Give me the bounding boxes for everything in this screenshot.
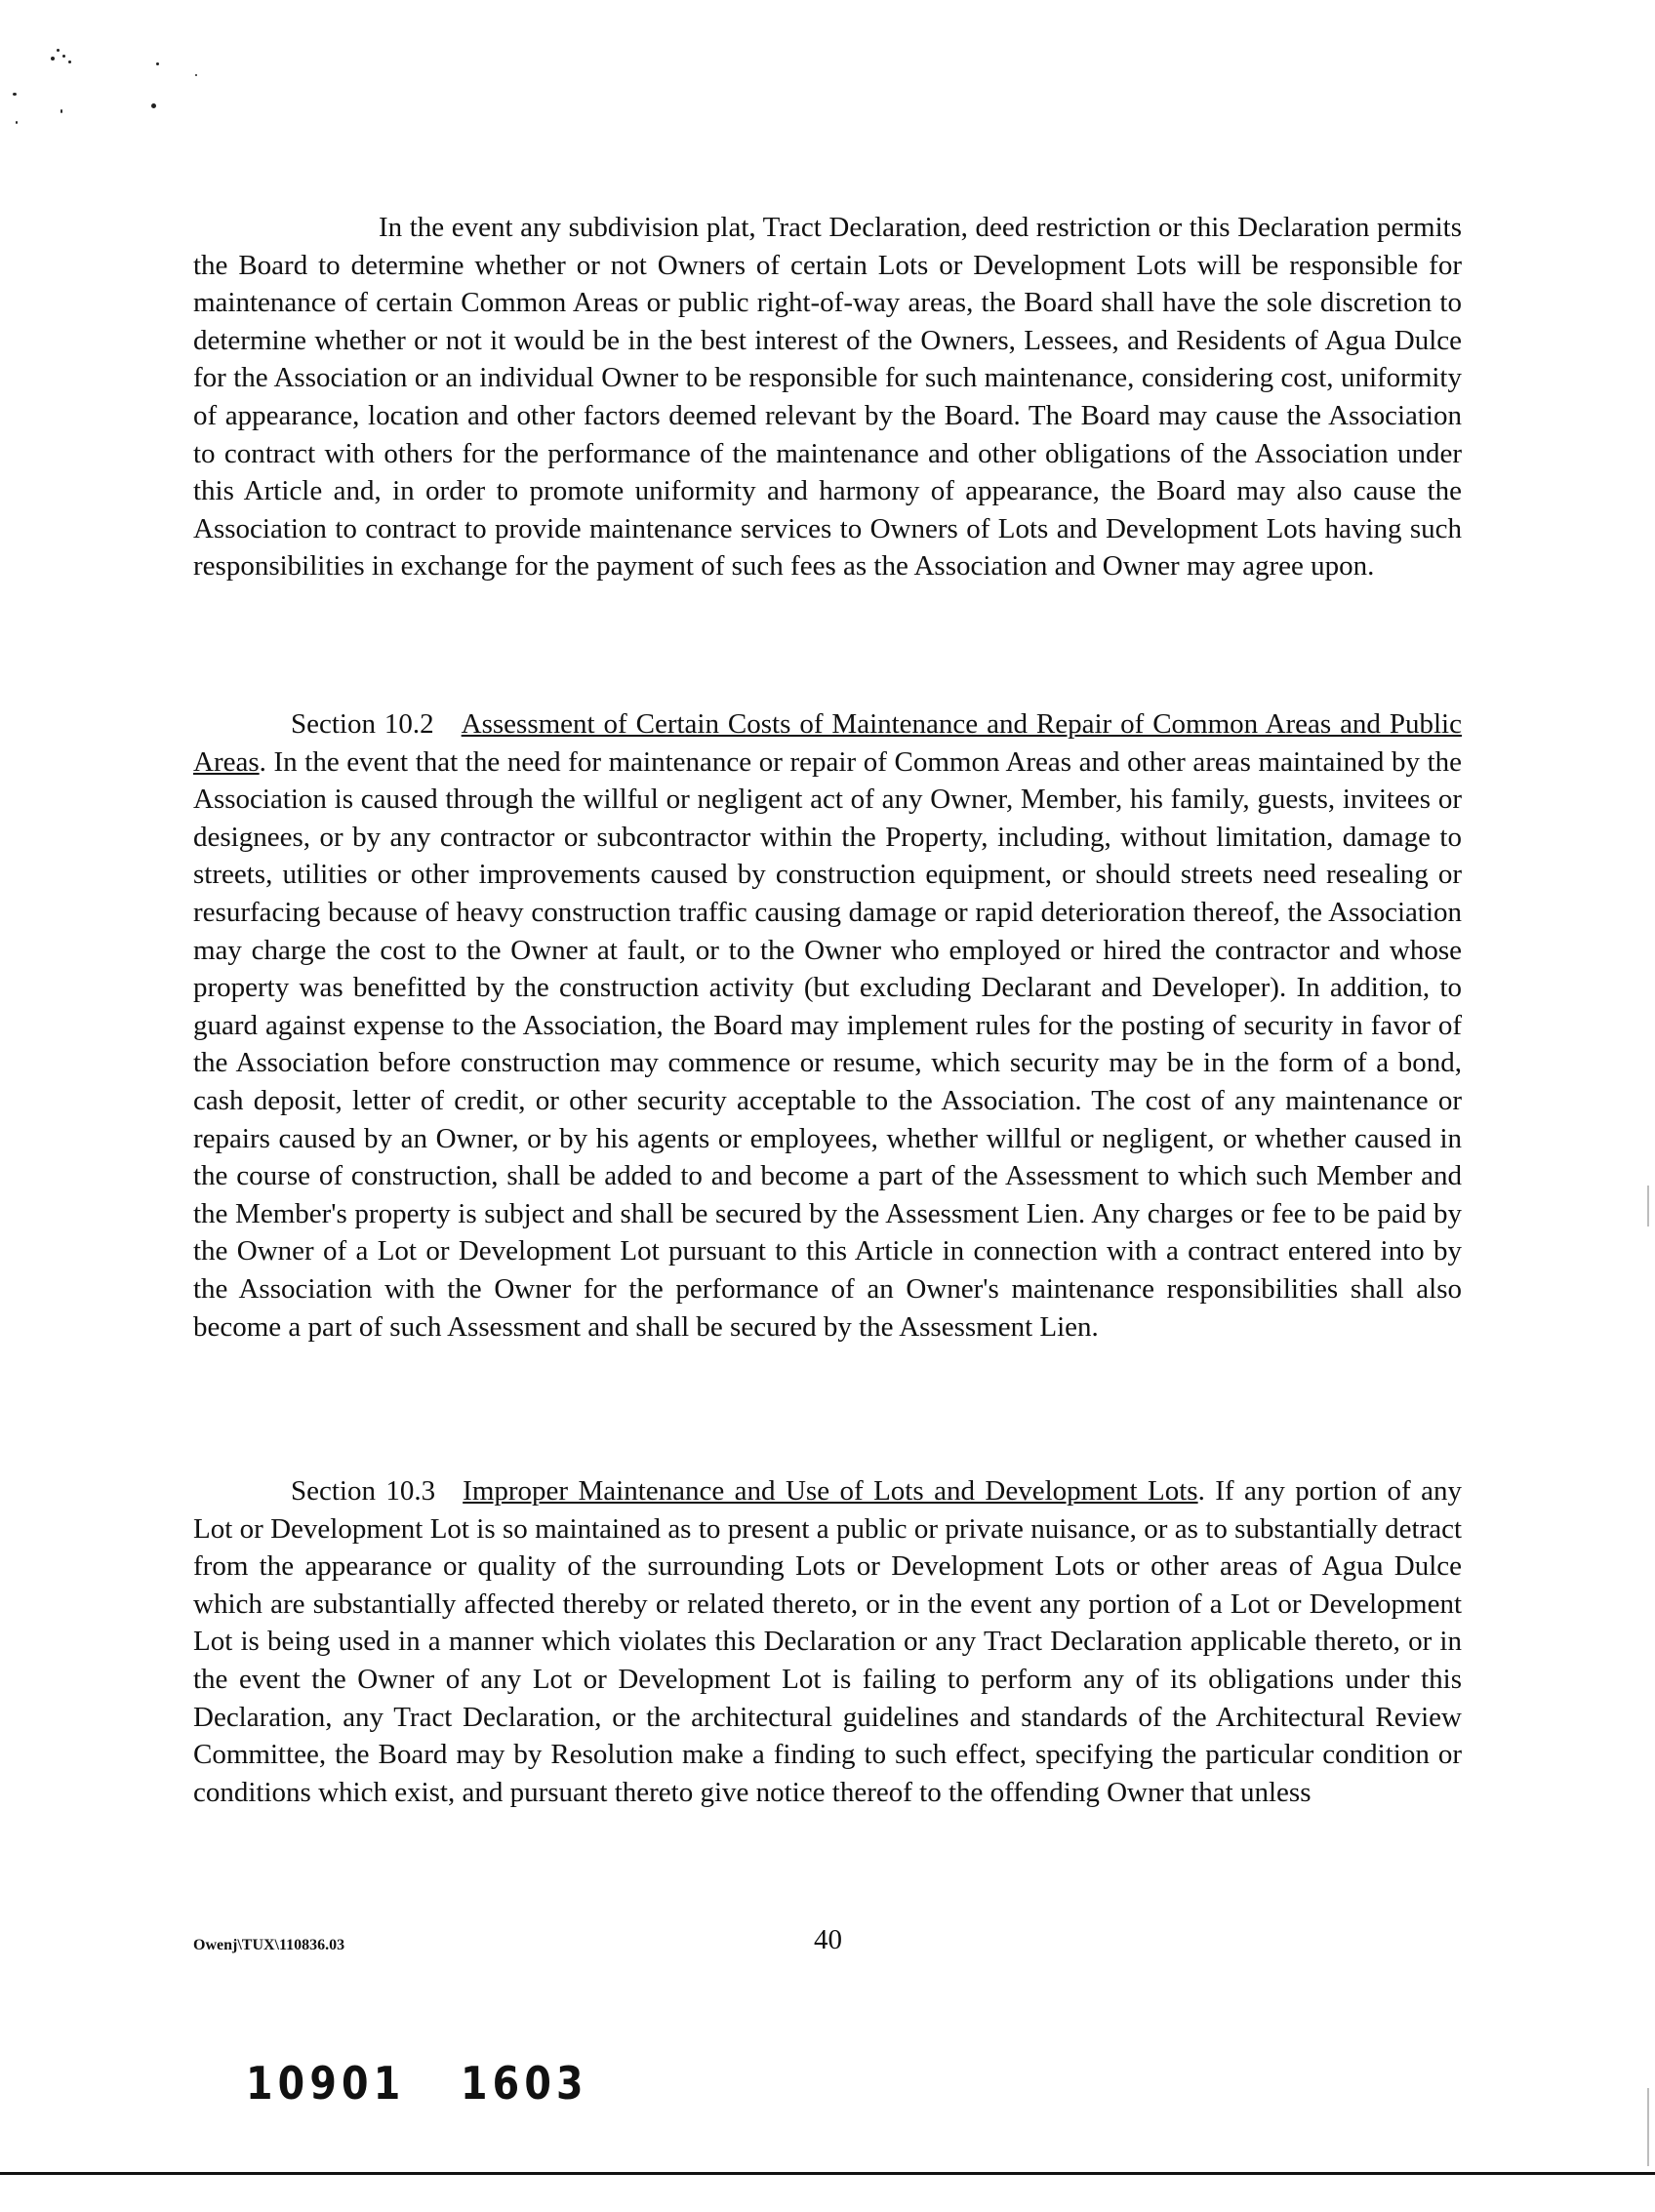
section-title: Assessment of Certain Costs of Maintenance and Repair of Common Areas and Public Areas (193, 708, 1462, 778)
page-number: 40 (814, 1924, 842, 1955)
scan-speck (57, 49, 60, 52)
scan-speck (68, 60, 71, 63)
scan-speck (13, 93, 17, 96)
scan-speck (62, 55, 65, 58)
recording-book-number: 10901 (246, 2057, 406, 2110)
section-number: Section 10.3 (291, 1475, 436, 1507)
section-10-3 (193, 1472, 1462, 1811)
scan-speck (156, 62, 159, 65)
scan-speck (195, 74, 197, 76)
scan-bottom-rule (0, 2172, 1655, 2175)
paragraph-maintenance-responsibility (193, 209, 1462, 585)
paragraph-body: In the event any subdivision plat, Tract Declaration, deed restriction or this Declaration permits the Board to determine whether or not Owners of certain Lots or Development Lots will be responsible for maintenance of certain Common Areas or public right-of-way areas, the Board shall have the sole discretion to determine whether or not it would be in the best interest of the Owners, Lessees, and Residents of Agua Dulce for the Association or an individual Owner to be responsible for such maintenance, considering cost, uniformity of appearance, location and other factors deemed relevant by the Board. The Board may cause the Association to contract with others for the performance of the maintenance and other obligations of the Association under this Article and, in order to promote uniformity and harmony of appearance, the Board may also cause the Association to contract to provide maintenance services to Owners of Lots and Development Lots having such responsibilities in exchange for the payment of such fees as the Association and Owner may agree upon. (193, 212, 1462, 583)
section-body: . If any portion of any Lot or Development Lot is so maintained as to present a public or private nuisance, or as to substantially detract from the appearance or quality of the surrounding Lots or Development Lots or other areas of Agua Dulce which are substantially affected thereby or related thereto, or in the event any portion of a Lot or Development Lot is being used in a manner which violates this Declaration or any Tract Declaration applicable thereto, or in the event the Owner of any Lot or Development Lot is failing to perform any of its obligations under this Declaration, any Tract Declaration, or the architectural guidelines and standards of the Architectural Review Committee, the Board may by Resolution make a finding to such effect, specifying the particular condition or conditions which exist, and pursuant thereto give notice thereof to the offending Owner that unless (193, 1475, 1462, 1808)
recording-page-number: 1603 (461, 2057, 588, 2110)
scan-edge-mark (1647, 2088, 1649, 2166)
section-body: . In the event that the need for maintenance or repair of Common Areas and other areas maintained by the Association is caused through the willful or negligent act of any Owner, Member, his family, guests, invitees or designees, or by any contractor or subcontractor within the Property, including, without limitation, damage to streets, utilities or other improvements caused by construction equipment, or should streets need resealing or resurfacing because of heavy construction traffic causing damage or rapid deterioration thereof, the Association may charge the cost to the Owner at fault, or to the Owner who employed or hired the contractor and whose property was benefitted by the construction activity (but excluding Declarant and Developer). In addition, to guard against expense to the Association, the Board may implement rules for the posting of security in favor of the Association before construction may commence or resume, which security may be in the form of a bond, cash deposit, letter of credit, or other security acceptable to the Association. The cost of any maintenance or repairs caused by an Owner, or by his agents or employees, whether willful or negligent, or whether caused in the course of construction, shall be added to and become a part of the Assessment to which such Member and the Member's property is subject and shall be secured by the Assessment Lien. Any charges or fee to be paid by the Owner of a Lot or Development Lot pursuant to this Article in connection with a contract entered into by the Association with the Owner for the performance of an Owner's maintenance responsibilities shall also become a part of such Assessment and shall be secured by the Assessment Lien. (193, 745, 1462, 1343)
section-number: Section 10.2 (291, 708, 434, 740)
section-title: Improper Maintenance and Use of Lots and Development Lots (463, 1475, 1198, 1507)
file-reference: Owenj\TUX\110836.03 (193, 1937, 345, 1953)
scan-edge-mark (1647, 1186, 1649, 1227)
section-10-2 (193, 705, 1462, 1346)
scan-speck (16, 121, 18, 124)
scan-speck (61, 109, 62, 113)
scan-speck (151, 103, 156, 108)
scan-speck (51, 57, 55, 60)
